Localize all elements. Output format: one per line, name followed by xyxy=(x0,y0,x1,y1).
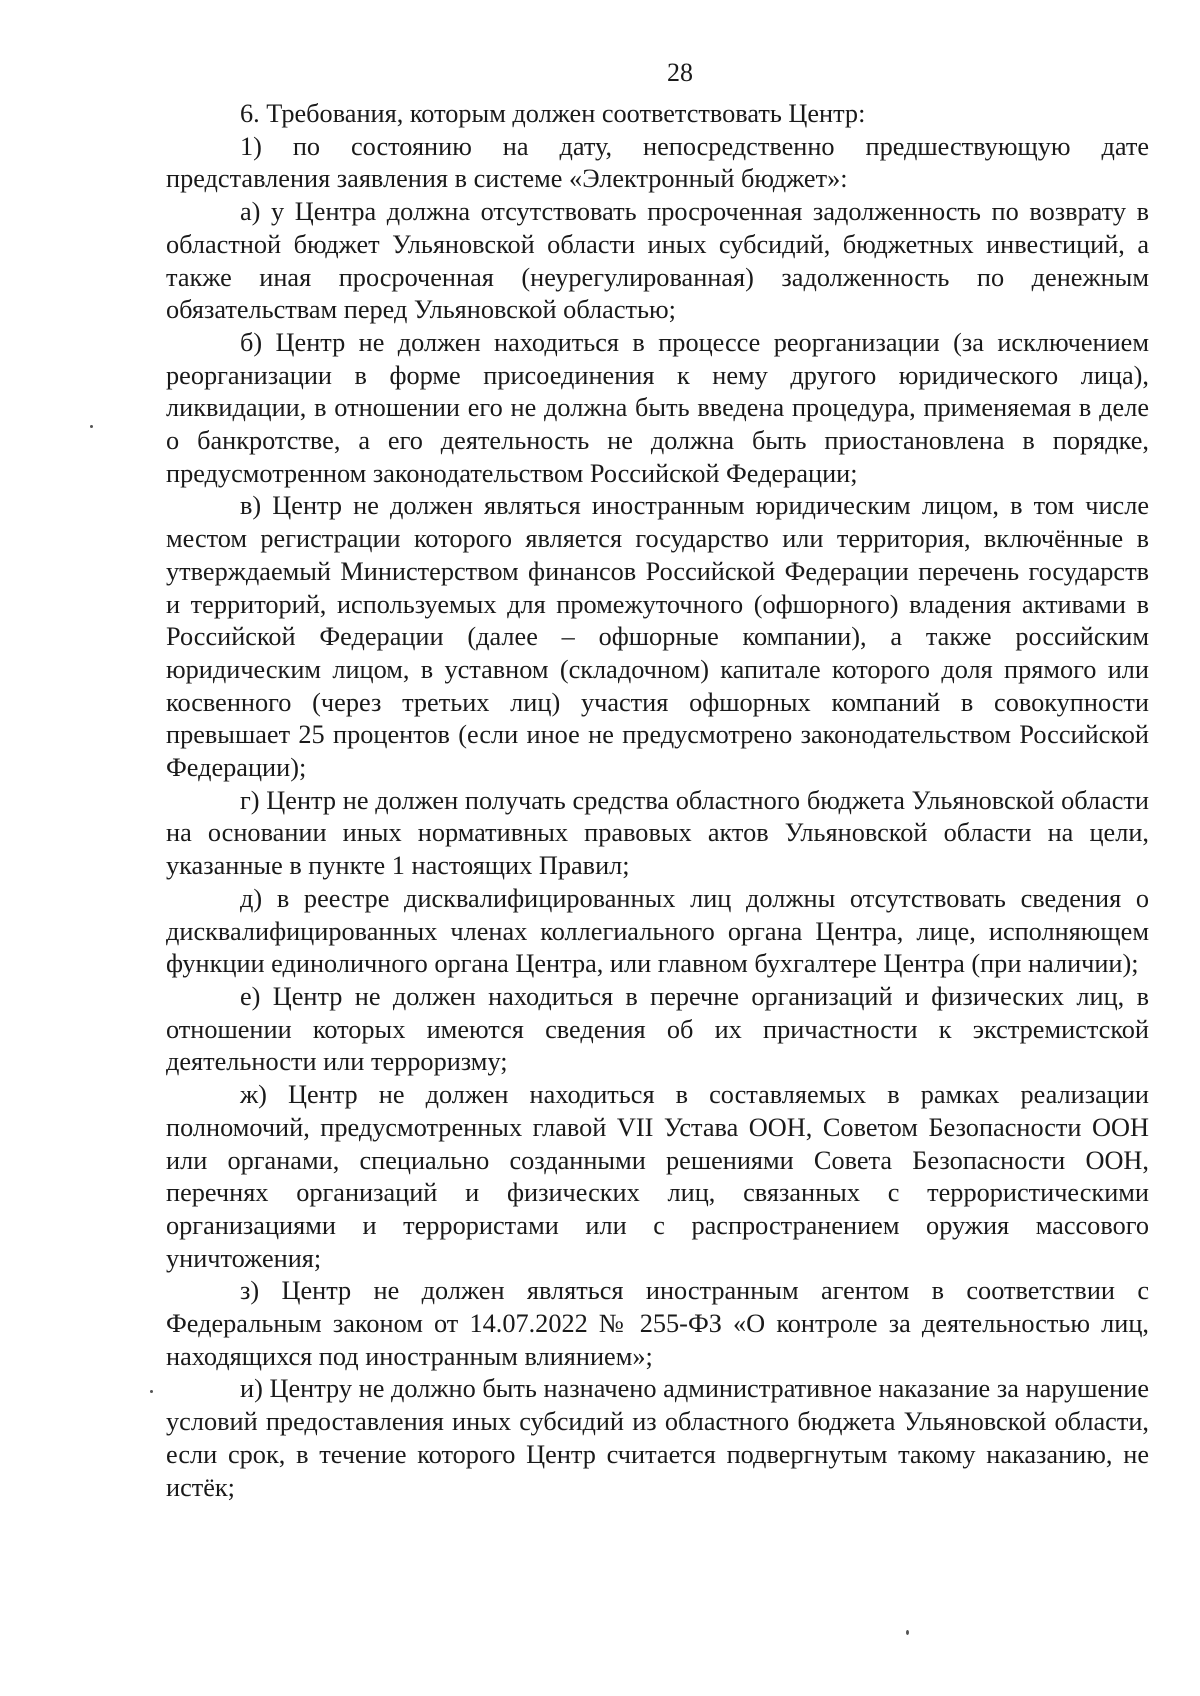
document-body xyxy=(166,98,1149,1504)
page-number: 28 xyxy=(667,58,693,87)
paragraph-subitem-g: г) Центр не должен получать средства областного бюджета Ульяновской области на основании иных нормативных правовых актов Ульяновской области на цели, указанные в пункте 1 настоящих Правил; xyxy=(166,785,1149,881)
paragraph-subitem-z: з) Центр не должен являться иностранным агентом в соответствии с Федеральным законом от 14.07.2022 № 255-ФЗ «О контроле за деятельностью лиц, находящихся под иностранным влиянием»; xyxy=(166,1276,1149,1371)
paragraph-subitem-i: и) Центру не должно быть назначено административное наказание за нарушение условий предоставления иных субсидий из областного бюджета Ульяновской области, если срок, в течение которого Центр считается подвергнутым такому наказанию, не истёк; xyxy=(166,1374,1149,1502)
paragraph-item-1: 1) по состоянию на дату, непосредственно предшествующую дате представления заявления в системе «Электронный бюджет»: xyxy=(166,131,1149,194)
paragraph-subitem-e: е) Центр не должен находиться в перечне организаций и физических лиц, в отношении которых имеются сведения об их причастности к экстремистской деятельности или терроризму; xyxy=(166,981,1149,1077)
paragraph-section-6: 6. Требования, которым должен соответствовать Центр: xyxy=(240,99,866,128)
scan-speck xyxy=(90,425,93,428)
scan-speck xyxy=(150,1390,153,1393)
paragraph-subitem-a: а) у Центра должна отсутствовать просроченная задолженность по возврату в областной бюджет Ульяновской области иных субсидий, бюджетных инвестиций, а также иная просроченная (неурегулированная) задолженность по денежным обязательствам перед Ульяновской областью; xyxy=(166,197,1149,325)
paragraph-subitem-d: д) в реестре дисквалифицированных лиц должны отсутствовать сведения о дисквалифицированных членах коллегиального органа Центра, лице, исполняющем функции единоличного органа Центра, или главном бухгалтере Центра (при наличии); xyxy=(166,883,1149,979)
paragraph-subitem-b: б) Центр не должен находиться в процессе реорганизации (за исключением реорганизации в форме присоединения к нему другого юридического лица), ликвидации, в отношении его не должна быть введена процедура, применяемая в деле о банкротстве, а его деятельность не должна быть приостановлена в порядке, предусмотренном законодательством Российской Федерации; xyxy=(166,327,1149,488)
paragraph-subitem-zh: ж) Центр не должен находиться в составляемых в рамках реализации полномочий, предусмотренных главой VII Устава ООН, Советом Безопасности ООН или органами, специально созданными решениями Совета Безопасности ООН, перечнях организаций и физических лиц, связанных с террористическими организациями и террористами или с распространением оружия массового уничтожения; xyxy=(166,1080,1149,1273)
scan-speck xyxy=(906,1630,909,1635)
paragraph-subitem-v: в) Центр не должен являться иностранным юридическим лицом, в том числе местом регистрации которого является государство или территория, включённые в утверждаемый Министерством финансов Российской Федерации перечень государств и территорий, используемых для промежуточного (офшорного) владения активами в Российской Федерации (далее – офшорные компании), а также российским юридическим лицом, в уставном (складочном) капитале которого доля прямого или косвенного (через третьих лиц) участия офшорных компаний в совокупности превышает 25 процентов (если иное не предусмотрено законодательством Российской Федерации); xyxy=(166,491,1149,783)
